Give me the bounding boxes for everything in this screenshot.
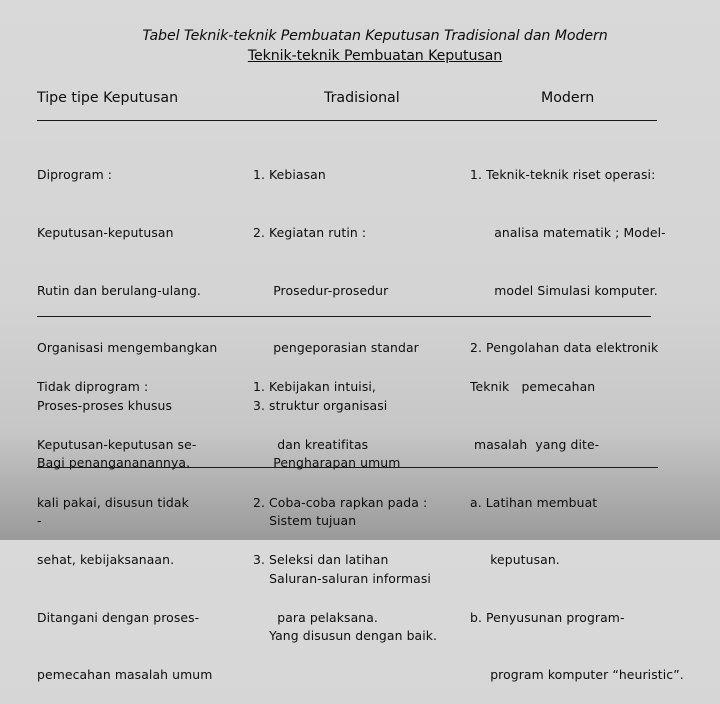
row2-modern-line: masalah yang dite- [470,437,600,452]
row1-type-line: Bagi penangananannya. [37,455,191,471]
row2-traditional-line: para pelaksana. [253,609,378,625]
row-divider [37,316,651,317]
row1-traditional-line: pengeporasian standar [253,340,419,356]
row1-traditional-line: Yang disusun dengan baik. [253,628,438,644]
row2-traditional-line: 1. Kebijakan intuisi, [253,379,376,395]
row1-traditional-line: Prosedur-prosedur [253,282,389,298]
row2-modern-line: Teknik pemecahan [470,379,596,395]
row2-traditional-line: 3. Seleksi dan latihan [253,552,389,568]
row2-modern-line: a. Latihan membuat [470,494,598,510]
title-line-2: Teknik-teknik Pembuatan Keputusan [247,48,503,64]
row1-traditional-line: 3. struktur organisasi [253,397,388,413]
row2-type-line: Tidak diprogram : [37,379,149,395]
row2-type-line: kali pakai, disusun tidak [37,494,189,510]
row1-traditional-line: 2. Kegiatan rutin : [253,225,367,240]
table-title [0,26,720,66]
row2-type-line: sehat, kebijaksanaan. [37,552,175,568]
header-type: Tipe tipe Keputusan [37,90,179,106]
header-divider [37,120,657,121]
row2-traditional-line: 2. Coba-coba rapkan pada : [253,494,428,510]
row2-modern-line: b. Penyusunan program- [470,609,625,625]
row2-type-line: Keputusan-keputusan se- [37,437,197,452]
row1-type-line: Diprogram : [37,167,113,183]
row2-modern-line: program komputer “heuristic”. [470,667,684,683]
row1-type-line: Keputusan-keputusan [37,225,174,240]
row2-type-cell [37,339,212,704]
row1-modern-line: 2. Pengolahan data elektronik [470,340,659,356]
header-traditional: Tradisional [324,90,400,106]
row1-traditional-line: Sistem tujuan [253,512,357,528]
table-bottom-rule [37,467,658,468]
row1-type-line: - [37,512,42,528]
row1-type-line: Organisasi mengembangkan [37,340,218,356]
row1-modern-line: model Simulasi komputer. [470,282,658,298]
row2-traditional-cell [253,339,427,646]
row2-traditional-line: dan kreatifitas [253,437,369,452]
row1-traditional-line: 1. Kebiasan [253,167,326,183]
row1-modern-line: 1. Teknik-teknik riset operasi: [470,167,656,183]
row2-type-line: pemecahan masalah umum [37,667,213,683]
row1-type-line: Rutin dan berulang-ulang. [37,282,201,298]
row2-modern-line: keputusan. [470,552,560,568]
row1-traditional-line: Pengharapan umum [253,455,401,471]
row1-type-line: Proses-proses khusus [37,397,173,413]
row2-type-line: Ditangani dengan proses- [37,609,200,625]
title-line-1: Tabel Teknik-teknik Pembuatan Keputusan Tradisional dan Modern [142,28,608,44]
row1-modern-line: analisa matematik ; Model- [470,225,666,240]
row2-modern-cell [470,339,684,704]
row1-traditional-line: Saluran-saluran informasi [253,570,431,586]
header-modern: Modern [541,90,595,106]
